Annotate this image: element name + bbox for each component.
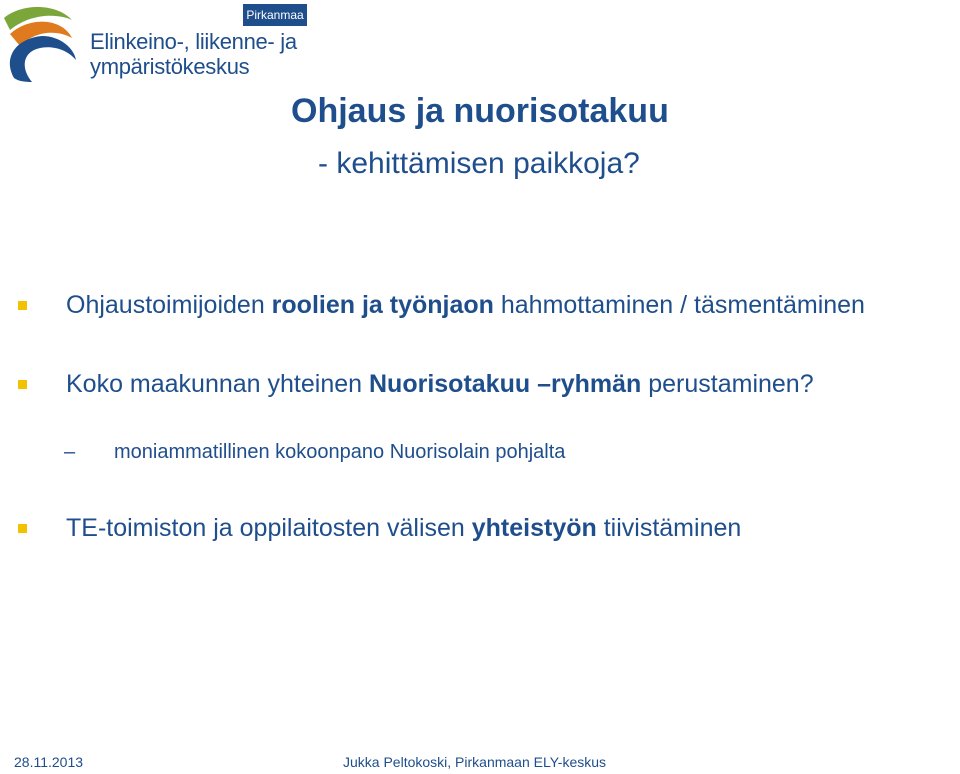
org-name-line2: ympäristökeskus xyxy=(90,54,250,79)
sub-bullet-text: moniammatillinen kokoonpano Nuorisolain pohjalta xyxy=(114,441,566,463)
bullet-text: Koko maakunnan yhteinen Nuorisotakuu –ryhmän perustaminen? xyxy=(66,370,814,398)
slide-subtitle: - kehittämisen paikkoja? xyxy=(318,147,640,180)
ely-logo-icon xyxy=(0,4,80,86)
org-name xyxy=(90,29,320,79)
bullet-text: TE-toimiston ja oppilaitosten välisen yhteistyön tiivistäminen xyxy=(66,514,742,542)
sub-bullet-dash: – xyxy=(64,441,76,463)
footer-author: Jukka Peltokoski, Pirkanmaan ELY-keskus xyxy=(343,754,607,770)
footer-date: 28.11.2013 xyxy=(14,754,84,770)
region-badge: Pirkanmaa xyxy=(243,4,307,26)
bullet-marker xyxy=(18,380,27,389)
bullet-marker xyxy=(18,524,27,533)
bullet-text: Ohjaustoimijoiden roolien ja työnjaon hahmottaminen / täsmentäminen xyxy=(66,291,865,319)
slide-title: Ohjaus ja nuorisotakuu xyxy=(291,92,669,130)
bullet-marker xyxy=(18,301,27,310)
org-name-line1: Elinkeino-, liikenne- ja xyxy=(90,29,297,54)
